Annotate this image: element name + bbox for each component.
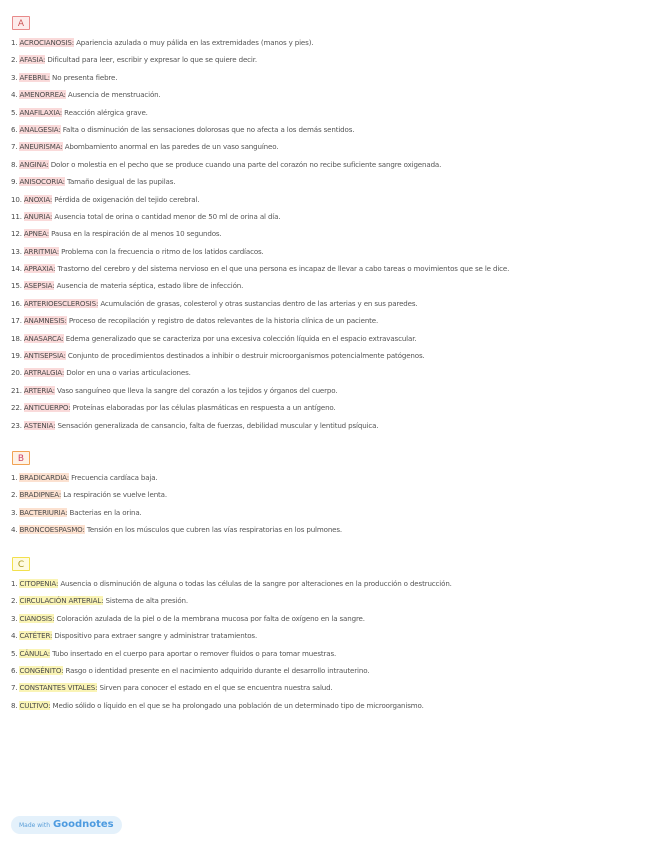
entry-number: 12.	[11, 229, 22, 239]
entry-term: CULTIVO:	[19, 700, 51, 710]
entry-term: CATÉTER:	[19, 631, 53, 641]
entry-number: 17.	[11, 316, 22, 326]
glossary-entry	[11, 382, 651, 399]
entry-term: AFEBRIL:	[19, 72, 50, 82]
glossary-entry	[11, 121, 651, 138]
entry-term: CIANOSIS:	[19, 613, 55, 623]
entry-definition: Frecuencia cardíaca baja.	[71, 473, 158, 482]
goodnotes-badge[interactable]	[11, 816, 122, 834]
entry-term: ARTRALGIA:	[23, 368, 65, 378]
entry-definition: Medio sólido o líquido en el que se ha prolongado una población de un determinado tipo de microorganismo.	[52, 700, 424, 710]
entry-term: ANAMNESIS:	[23, 316, 67, 326]
entry-number: 22.	[11, 403, 22, 413]
entry-definition: Dolor o molestia en el pecho que se produce cuando una parte del corazón no recibe suficiente sangre oxigenada.	[50, 159, 442, 169]
entry-number: 4.	[11, 525, 18, 535]
entry-term: ASEPSIA:	[23, 281, 55, 291]
entry-term: ARRITMIA:	[23, 246, 59, 256]
entry-number: 20.	[11, 368, 22, 378]
entry-number: 6.	[11, 665, 18, 675]
entry-term: ARTERIA:	[23, 385, 55, 395]
entry-term: APNEA:	[23, 229, 49, 239]
entry-definition: Dificultad para leer, escribir y expresar lo que se quiere decir.	[47, 55, 257, 65]
entry-definition: Sirven para conocer el estado en el que se encuentra nuestra salud.	[99, 683, 333, 693]
glossary-entry	[11, 486, 651, 503]
entry-term: ANTISEPSIA:	[23, 351, 66, 361]
glossary-entry	[11, 679, 651, 696]
section-a	[11, 11, 651, 434]
entry-definition: Coloración azulada de la piel o de la membrana mucosa por falta de oxígeno en la sangre.	[56, 613, 365, 623]
entry-definition: Ausencia o disminución de alguna o todas las células de la sangre por alteraciones en la producción o destrucción.	[60, 579, 452, 588]
entry-term: ANISOCORIA:	[19, 177, 65, 187]
entry-number: 9.	[11, 177, 18, 187]
entry-term: BACTERIURIA:	[19, 507, 68, 517]
glossary-entry	[11, 138, 651, 155]
glossary-entry	[11, 417, 651, 434]
glossary-entry	[11, 51, 651, 68]
entry-number: 10.	[11, 194, 22, 204]
entry-definition: Vaso sanguíneo que lleva la sangre del corazón a los tejidos y órganos del cuerpo.	[56, 385, 338, 395]
glossary-entry	[11, 225, 651, 242]
entry-number: 4.	[11, 631, 18, 641]
entry-term: ANOXIA:	[23, 194, 53, 204]
entry-definition: Bacterias en la orina.	[69, 507, 142, 517]
glossary-entry	[11, 69, 651, 86]
section-b	[11, 446, 651, 539]
entry-term: CONSTANTES VITALES:	[19, 683, 98, 693]
glossary-entry	[11, 34, 651, 51]
entry-number: 21.	[11, 385, 22, 395]
entry-number: 3.	[11, 507, 18, 517]
entry-number: 11.	[11, 211, 22, 221]
entry-number: 7.	[11, 142, 18, 152]
glossary-entry	[11, 330, 651, 347]
entry-number: 8.	[11, 159, 18, 169]
entry-definition: Pausa en la respiración de al menos 10 segundos.	[51, 229, 222, 239]
entry-term: APRAXIA:	[23, 264, 56, 274]
entry-definition: Sensación generalizada de cansancio, falta de fuerzas, debilidad muscular y lentitud psíquica.	[57, 420, 379, 430]
entry-term: CONGÉNITO:	[19, 665, 64, 675]
entry-term: ANASARCA:	[23, 333, 64, 343]
entry-number: 7.	[11, 683, 18, 693]
glossary-entry	[11, 645, 651, 662]
entry-definition: Ausencia de materia séptica, estado libre de infección.	[56, 281, 244, 291]
entry-term: CIRCULACIÓN ARTERIAL:	[19, 596, 104, 606]
glossary-list-a	[11, 34, 651, 434]
entry-definition: Apariencia azulada o muy pálida en las extremidades (manos y pies).	[76, 38, 314, 47]
section-c	[11, 552, 651, 714]
entry-term: ANALGESIA:	[19, 124, 61, 134]
entry-number: 16.	[11, 298, 22, 308]
entry-number: 18.	[11, 333, 22, 343]
glossary-entry	[11, 504, 651, 521]
section-letter-a: A	[12, 16, 30, 30]
section-letter-b: B	[12, 451, 30, 465]
entry-number: 2.	[11, 490, 18, 500]
entry-number: 8.	[11, 700, 18, 710]
entry-definition: Pérdida de oxigenación del tejido cerebral.	[54, 194, 200, 204]
entry-term: ARTERIOESCLEROSIS:	[23, 298, 99, 308]
glossary-entry	[11, 627, 651, 644]
entry-definition: Problema con la frecuencia o ritmo de los latidos cardíacos.	[61, 246, 264, 256]
entry-term: ANAFILAXIA:	[19, 107, 63, 117]
glossary-entry	[11, 662, 651, 679]
entry-term: ANTICUERPO:	[23, 403, 71, 413]
glossary-entry	[11, 575, 651, 592]
entry-term: BRADICARDIA:	[19, 473, 69, 482]
badge-prefix: Made with	[19, 822, 50, 829]
entry-definition: Acumulación de grasas, colesterol y otras sustancias dentro de las arterias y en sus paredes.	[100, 298, 418, 308]
entry-term: ANGINA:	[19, 159, 49, 169]
glossary-entry	[11, 277, 651, 294]
entry-definition: Edema generalizado que se caracteriza por una excesiva colección líquida en el espacio extravascular.	[65, 333, 417, 343]
glossary-entry	[11, 469, 651, 486]
entry-term: ASTENIA:	[23, 420, 56, 430]
entry-number: 13.	[11, 246, 22, 256]
entry-term: BRONCOESPASMO:	[19, 525, 85, 535]
entry-definition: Proteínas elaboradas por las células plasmáticas en respuesta a un antígeno.	[72, 403, 336, 413]
glossary-entry	[11, 592, 651, 609]
entry-number: 5.	[11, 107, 18, 117]
entry-number: 2.	[11, 596, 18, 606]
glossary-entry	[11, 156, 651, 173]
glossary-entry	[11, 521, 651, 538]
entry-number: 3.	[11, 72, 18, 82]
glossary-entry	[11, 399, 651, 416]
entry-definition: Dolor en una o varias articulaciones.	[66, 368, 191, 378]
entry-definition: Ausencia total de orina o cantidad menor de 50 ml de orina al día.	[54, 211, 281, 221]
entry-definition: Falta o disminución de las sensaciones dolorosas que no afecta a los demás sentidos.	[62, 124, 355, 134]
glossary-entry	[11, 697, 651, 714]
entry-term: ANEURISMA:	[19, 142, 63, 152]
entry-definition: Tamaño desigual de las pupilas.	[66, 177, 176, 187]
glossary-list-b	[11, 469, 651, 539]
entry-number: 4.	[11, 90, 18, 100]
entry-number: 1.	[11, 38, 18, 47]
glossary-entry	[11, 347, 651, 364]
entry-number: 15.	[11, 281, 22, 291]
glossary-entry	[11, 364, 651, 381]
entry-definition: Tubo insertado en el cuerpo para aportar o remover fluidos o para tomar muestras.	[52, 648, 337, 658]
entry-number: 14.	[11, 264, 22, 274]
entry-definition: Tensión en los músculos que cubren las vías respiratorias en los pulmones.	[86, 525, 343, 535]
badge-brand: Goodnotes	[53, 819, 114, 830]
entry-term: ANURIA:	[23, 211, 53, 221]
entry-number: 6.	[11, 124, 18, 134]
entry-definition: Abombamiento anormal en las paredes de un vaso sanguíneo.	[64, 142, 279, 152]
entry-number: 19.	[11, 351, 22, 361]
entry-term: BRADIPNEA:	[19, 490, 62, 500]
glossary-entry	[11, 173, 651, 190]
glossary-entry	[11, 312, 651, 329]
entry-number: 1.	[11, 579, 18, 588]
glossary-entry	[11, 86, 651, 103]
entry-number: 5.	[11, 648, 18, 658]
entry-definition: Reacción alérgica grave.	[64, 107, 148, 117]
entry-term: ACROCIANOSIS:	[19, 38, 74, 47]
section-letter-c: C	[12, 557, 30, 571]
glossary-list-c	[11, 575, 651, 714]
glossary-entry	[11, 104, 651, 121]
entry-definition: Proceso de recopilación y registro de datos relevantes de la historia clínica de un paciente.	[68, 316, 379, 326]
glossary-entry	[11, 295, 651, 312]
entry-term: CÁNULA:	[19, 648, 50, 658]
entry-number: 3.	[11, 613, 18, 623]
glossary-entry	[11, 260, 651, 277]
entry-definition: Dispositivo para extraer sangre y administrar tratamientos.	[54, 631, 258, 641]
entry-definition: La respiración se vuelve lenta.	[63, 490, 167, 500]
entry-definition: Rasgo o identidad presente en el nacimiento adquirido durante el desarrollo intrauterino.	[65, 665, 370, 675]
entry-number: 23.	[11, 420, 22, 430]
entry-term: AFASIA:	[19, 55, 46, 65]
glossary-entry	[11, 208, 651, 225]
glossary-entry	[11, 610, 651, 627]
entry-definition: Sistema de alta presión.	[105, 596, 188, 606]
entry-definition: Ausencia de menstruación.	[67, 90, 161, 100]
entry-definition: Trastorno del cerebro y del sistema nervioso en el que una persona es incapaz de llevar a cabo tareas o movimientos que se le dice.	[57, 264, 510, 274]
entry-number: 1.	[11, 473, 18, 482]
glossary-entry	[11, 191, 651, 208]
entry-term: AMENORREA:	[19, 90, 66, 100]
glossary-entry	[11, 243, 651, 260]
entry-definition: Conjunto de procedimientos destinados a inhibir o destruir microorganismos potencialmente patógenos.	[67, 351, 425, 361]
entry-number: 2.	[11, 55, 18, 65]
entry-term: CITOPENIA:	[19, 579, 59, 588]
entry-definition: No presenta fiebre.	[52, 72, 118, 82]
